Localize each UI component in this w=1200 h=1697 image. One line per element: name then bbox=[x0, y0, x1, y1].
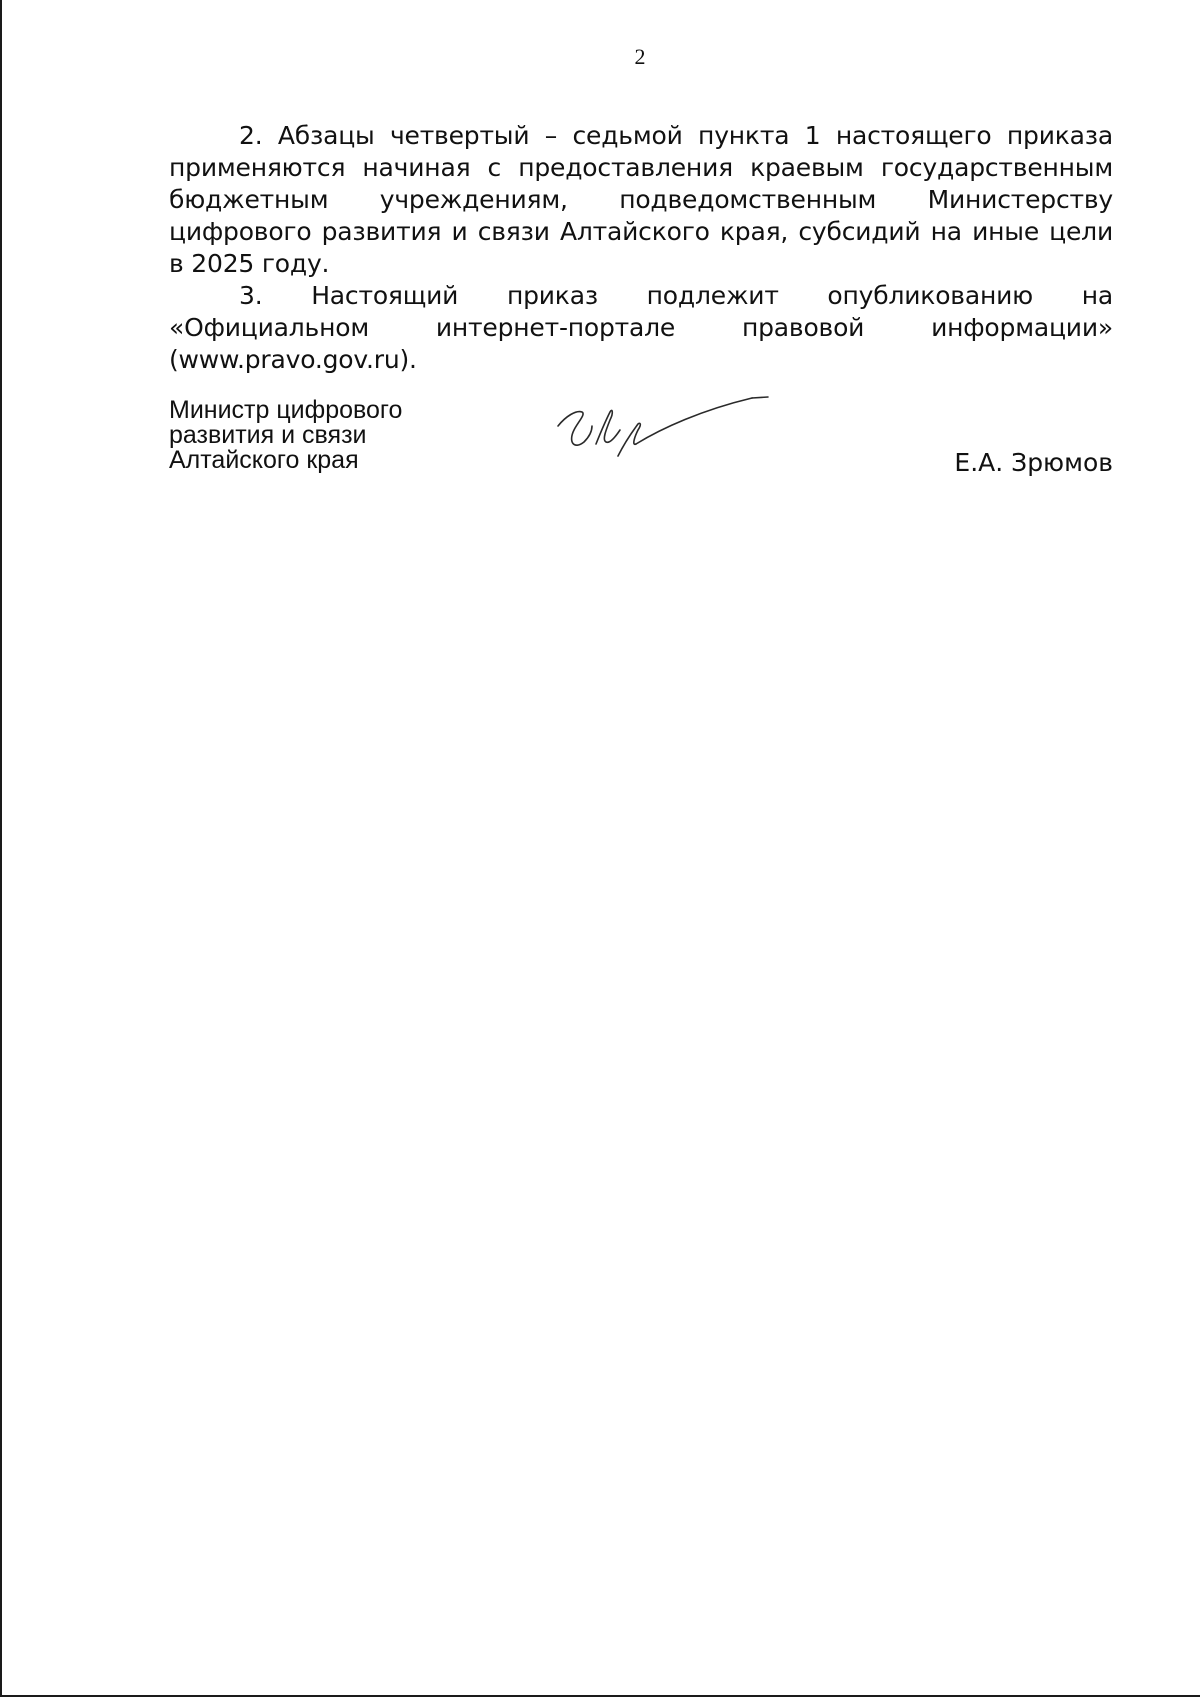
signer-position-line: Алтайского края bbox=[169, 446, 359, 474]
paragraph-3: 3. Настоящий приказ подлежит опубликованию на «Официальном интернет-портале правовой информации» (www.pravo.gov.ru). bbox=[169, 281, 1113, 374]
handwritten-signature bbox=[552, 386, 772, 476]
document-body bbox=[169, 120, 1113, 376]
signer-name: Е.А. Зрюмов bbox=[954, 448, 1113, 477]
signer-position bbox=[169, 398, 402, 473]
signer-position-line: Министр цифрового bbox=[169, 396, 403, 424]
page-number: 2 bbox=[634, 44, 646, 69]
signature-block bbox=[169, 398, 1113, 478]
paragraph-2: 2. Абзацы четвертый – седьмой пункта 1 настоящего приказа применяются начиная с предоставления краевым государственным бюджетным учреждениям, подведомственным Министерству цифрового развития и связи Алтайского края, субсидий на иные цели в 2025 году. bbox=[169, 121, 1113, 278]
signer-position-line: развития и связи bbox=[169, 421, 367, 449]
